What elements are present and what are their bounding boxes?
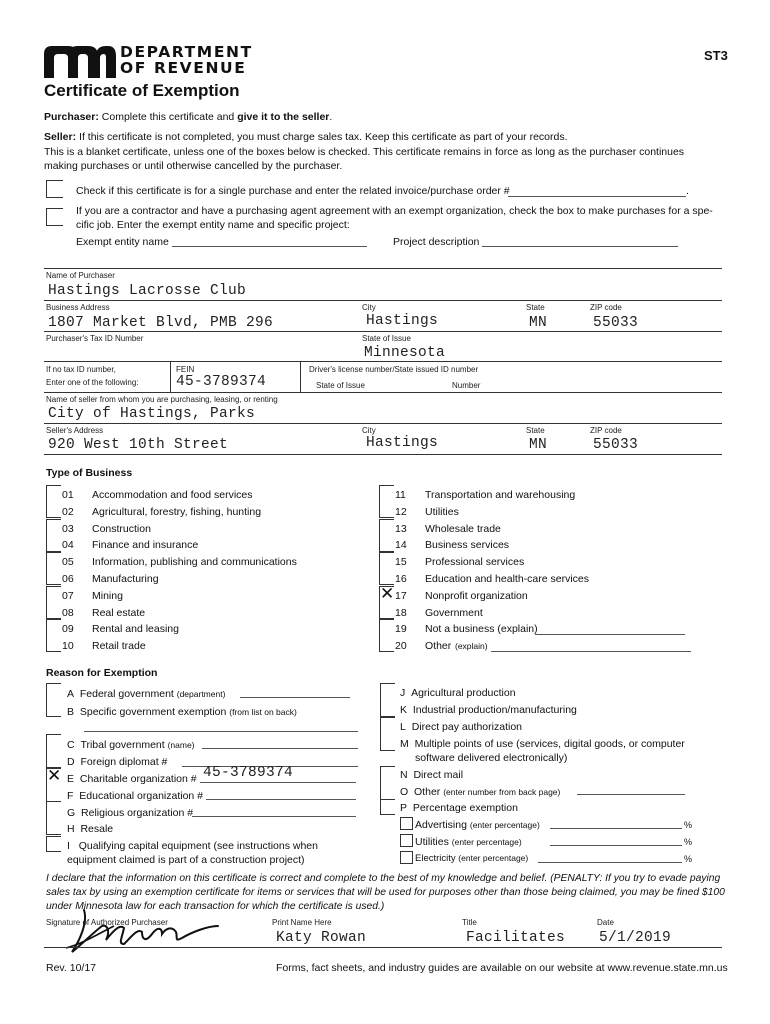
- reason-d: D Foreign diplomat #: [67, 756, 168, 768]
- reason-heading: Reason for Exemption: [46, 667, 158, 679]
- utilities-label: Utilities (enter percentage): [415, 836, 522, 848]
- business-code: 17: [395, 589, 407, 602]
- reason-m-line2: software delivered electronically): [415, 752, 568, 764]
- business-label: Agricultural, forestry, fishing, hunting: [92, 505, 262, 518]
- reason-ab-checkbox[interactable]: [46, 683, 61, 717]
- reason-i-checkbox[interactable]: [46, 836, 61, 852]
- divider: [44, 268, 722, 269]
- divider: [44, 331, 722, 332]
- dl-number-label: Number: [452, 381, 481, 390]
- business-label: Mining: [92, 589, 123, 602]
- business-code: 13: [395, 522, 407, 535]
- explain-field[interactable]: [491, 651, 691, 652]
- divider: [300, 362, 301, 392]
- enter-one-label: Enter one of the following:: [46, 378, 139, 387]
- purchaser-zip-field[interactable]: 55033: [593, 315, 639, 331]
- purchaser-instruction: Purchaser: Complete this certificate and give it to the seller.: [44, 111, 333, 123]
- type-of-business-heading: Type of Business: [46, 467, 133, 479]
- business-code: 03: [62, 522, 74, 535]
- reason-g: G Religious organization #: [67, 807, 194, 819]
- purchaser-state-of-issue-field[interactable]: Minnesota: [364, 345, 446, 361]
- business-code: 04: [62, 539, 74, 552]
- business-code: 14: [395, 539, 407, 552]
- business-checkbox-09[interactable]: [46, 619, 61, 652]
- page-title: Certificate of Exemption: [44, 81, 240, 100]
- percent-sign: %: [684, 820, 693, 830]
- percent-sign: %: [684, 854, 693, 864]
- reason-p-checkbox[interactable]: [380, 799, 395, 815]
- business-checkbox-15[interactable]: [379, 552, 394, 585]
- business-code: 16: [395, 573, 407, 585]
- reason-e: E Charitable organization #: [67, 773, 197, 785]
- business-code: 08: [62, 606, 74, 619]
- print-name-label: Print Name Here: [272, 918, 332, 927]
- declaration-text: I declare that the information on this certificate is correct and complete to the best of my knowledge and belief. (PENALTY: If you try to evade paying sales tax by using an exemption certificate for items or services that will be used for purposes other than those being claimed, you may be fined $100 under Minnesota law for each transaction for which the certificate is used.): [46, 873, 725, 912]
- invoice-number-field[interactable]: [508, 196, 686, 197]
- business-label: Not a business (explain): [425, 623, 538, 636]
- business-code: 18: [395, 606, 407, 619]
- business-label: Manufacturing: [92, 573, 159, 585]
- contractor-label-line2: cific job. Enter the exempt entity name and specific project:: [76, 219, 350, 231]
- seller-city-label: City: [362, 426, 376, 435]
- seller-state-label: State: [526, 426, 545, 435]
- business-code: 10: [62, 640, 74, 653]
- percent-sign: %: [684, 837, 693, 847]
- logo-wordmark: DEPARTMENT OF REVENUE: [120, 43, 253, 77]
- other-number-field[interactable]: [577, 794, 685, 795]
- business-checkbox-03[interactable]: [46, 519, 61, 552]
- reason-cd-checkbox[interactable]: [46, 734, 61, 768]
- federal-department-field[interactable]: [240, 697, 350, 698]
- purchaser-tax-id-label: Purchaser's Tax ID Number: [46, 334, 144, 343]
- signature-label: Signature of Authorized Purchaser: [46, 918, 168, 927]
- seller-instruction: Seller: If this certificate is not completed, you must charge sales tax. Keep this certificate as part of your records.: [44, 131, 568, 143]
- seller-name-label: Name of seller from whom you are purchasing, leasing, or renting: [46, 395, 278, 404]
- seller-address-label: Seller's Address: [46, 426, 104, 435]
- reason-jk-checkbox[interactable]: [380, 683, 395, 717]
- business-label: Transportation and warehousing: [425, 489, 576, 501]
- business-label: Rental and leasing: [92, 623, 179, 636]
- seller-city-field[interactable]: Hastings: [366, 435, 439, 451]
- drivers-license-label: Driver's license number/State issued ID number: [309, 365, 479, 374]
- advertising-percent-field[interactable]: [550, 828, 682, 829]
- seller-state-field[interactable]: MN: [529, 437, 548, 453]
- fein-label: FEIN: [176, 365, 195, 374]
- business-label: Utilities: [425, 505, 459, 518]
- electricity-label: Electricity (enter percentage): [415, 853, 529, 864]
- print-name-field[interactable]: Katy Rowan: [276, 930, 367, 946]
- purchaser-city-field[interactable]: Hastings: [366, 313, 439, 329]
- reason-p: P Percentage exemption: [400, 802, 518, 814]
- business-checkbox-13[interactable]: [379, 519, 394, 552]
- business-code: 07: [62, 589, 74, 602]
- purchaser-name-field[interactable]: Hastings Lacrosse Club: [48, 283, 247, 299]
- signature-image: [62, 904, 232, 960]
- purchaser-state-field[interactable]: MN: [529, 315, 548, 331]
- business-code: 09: [62, 623, 74, 636]
- business-code: 02: [62, 505, 74, 518]
- reason-m-line1: M Multiple points of use (services, digital goods, or computer: [400, 738, 685, 750]
- seller-zip-label: ZIP code: [590, 426, 622, 435]
- divider: [44, 947, 722, 948]
- business-checkbox-05[interactable]: [46, 552, 61, 585]
- reason-i-line2: equipment claimed is part of a construction project): [67, 854, 305, 866]
- divider: [170, 362, 171, 392]
- purchaser-address-label: Business Address: [46, 303, 110, 312]
- business-label: Real estate: [92, 606, 146, 619]
- fein-field[interactable]: 45-3789374: [176, 374, 267, 390]
- reason-lm-checkbox[interactable]: [380, 717, 395, 751]
- reason-f: F Educational organization #: [67, 790, 204, 802]
- reason-k: K Industrial production/manufacturing: [400, 704, 577, 716]
- business-checkbox-07[interactable]: [46, 586, 61, 619]
- electricity-percent-field[interactable]: [538, 862, 682, 863]
- electricity-checkbox[interactable]: [400, 851, 413, 864]
- reason-l: L Direct pay authorization: [400, 721, 522, 733]
- utilities-checkbox[interactable]: [400, 834, 413, 847]
- reason-gh-checkbox[interactable]: [46, 801, 61, 835]
- business-label: Construction: [92, 522, 151, 535]
- checkmark-x-icon: ✕: [47, 766, 62, 786]
- exempt-entity-field[interactable]: [172, 246, 367, 247]
- business-code: 19: [395, 623, 407, 636]
- reason-c: C Tribal government (name): [67, 739, 195, 751]
- business-label: Other: [425, 640, 452, 653]
- divider: [44, 423, 722, 424]
- date-label: Date: [597, 918, 614, 927]
- business-label: Retail trade: [92, 640, 146, 653]
- divider: [44, 361, 722, 362]
- business-label: Education and health-care services: [425, 573, 590, 585]
- contractor-checkbox[interactable]: [46, 208, 63, 226]
- business-label: Government: [425, 606, 483, 619]
- divider: [44, 392, 722, 393]
- reason-h: H Resale: [67, 823, 114, 835]
- blanket-note-line1: This is a blanket certificate, unless one of the boxes below is checked. This certificate remains in force as long as the purchaser continues: [44, 146, 685, 158]
- reason-j: J Agricultural production: [400, 687, 516, 699]
- business-code: 06: [62, 573, 74, 585]
- religious-org-field[interactable]: [192, 816, 356, 817]
- business-code: 15: [395, 556, 407, 569]
- contractor-label-line1: If you are a contractor and have a purchasing agent agreement with an exempt organization, check the box to make purchases for a spe-: [76, 205, 713, 217]
- reason-o: O Other (enter number from back page): [400, 786, 561, 798]
- purchaser-name-label: Name of Purchaser: [46, 271, 115, 280]
- single-purchase-label: Check if this certificate is for a single purchase and enter the related invoice/purchase order #: [76, 185, 510, 197]
- form-id: ST3: [704, 48, 728, 63]
- business-code: 01: [62, 489, 74, 501]
- divider: [44, 300, 722, 301]
- advertising-checkbox[interactable]: [400, 817, 413, 830]
- project-description-field[interactable]: [482, 246, 678, 247]
- business-code: 05: [62, 556, 74, 569]
- reason-no-checkbox[interactable]: [380, 766, 395, 800]
- business-label: Accommodation and food services: [92, 489, 253, 501]
- business-label: Professional services: [425, 556, 525, 569]
- explain-field[interactable]: [535, 634, 685, 635]
- purchaser-state-label: State: [526, 303, 545, 312]
- single-purchase-period: .: [686, 185, 689, 197]
- business-label: Wholesale trade: [425, 522, 501, 535]
- seller-address-field[interactable]: 920 West 10th Street: [48, 437, 229, 453]
- business-checkbox-19[interactable]: [379, 619, 394, 652]
- charitable-org-underline: [200, 782, 356, 783]
- business-code: 12: [395, 505, 407, 518]
- purchaser-city-label: City: [362, 303, 376, 312]
- reason-a: A Federal government (department): [67, 688, 226, 700]
- business-note: (explain): [455, 641, 488, 652]
- mn-logo-icon: [44, 44, 116, 78]
- business-checkbox-11[interactable]: [379, 485, 394, 518]
- title-label: Title: [462, 918, 477, 927]
- business-label: Finance and insurance: [92, 539, 199, 552]
- reason-b: B Specific government exemption (from list on back): [67, 706, 297, 718]
- utilities-percent-field[interactable]: [550, 845, 682, 846]
- project-description-label: Project description: [393, 236, 480, 248]
- business-code: 11: [395, 489, 406, 501]
- business-code: 20: [395, 640, 407, 653]
- seller-zip-field[interactable]: 55033: [593, 437, 639, 453]
- title-field[interactable]: Facilitates: [466, 930, 566, 946]
- charitable-org-number-field[interactable]: 45-3789374: [203, 765, 294, 781]
- date-field[interactable]: 5/1/2019: [599, 930, 672, 946]
- single-purchase-checkbox[interactable]: [46, 180, 63, 198]
- business-label: Business services: [425, 539, 510, 552]
- blanket-note-line2: making purchases or until otherwise cancelled by the purchaser.: [44, 160, 343, 172]
- no-tax-id-label: If no tax ID number,: [46, 365, 116, 374]
- tribal-name-field[interactable]: [202, 748, 358, 749]
- business-label: Information, publishing and communications: [92, 556, 297, 569]
- seller-name-field[interactable]: City of Hastings, Parks: [48, 406, 256, 422]
- divider: [44, 454, 722, 455]
- business-checkbox-01[interactable]: [46, 485, 61, 518]
- specific-exemption-field[interactable]: [84, 731, 358, 732]
- purchaser-address-field[interactable]: 1807 Market Blvd, PMB 296: [48, 315, 274, 331]
- advertising-label: Advertising (enter percentage): [415, 819, 540, 831]
- purchaser-state-of-issue-label: State of Issue: [362, 334, 411, 343]
- business-label: Nonprofit organization: [425, 589, 528, 602]
- reason-n: N Direct mail: [400, 769, 464, 781]
- dl-state-of-issue-label: State of Issue: [316, 381, 365, 390]
- reason-i-line1: I Qualifying capital equipment (see instructions when: [67, 840, 318, 852]
- educational-org-field[interactable]: [206, 799, 356, 800]
- revision-label: Rev. 10/17: [46, 962, 97, 974]
- exempt-entity-label: Exempt entity name: [76, 236, 169, 248]
- checkmark-x-icon: ✕: [380, 583, 395, 604]
- purchaser-zip-label: ZIP code: [590, 303, 622, 312]
- footer-info: Forms, fact sheets, and industry guides are available on our website at www.revenue.state.mn.us: [276, 962, 728, 974]
- reason-ef-checkbox[interactable]: [46, 768, 61, 802]
